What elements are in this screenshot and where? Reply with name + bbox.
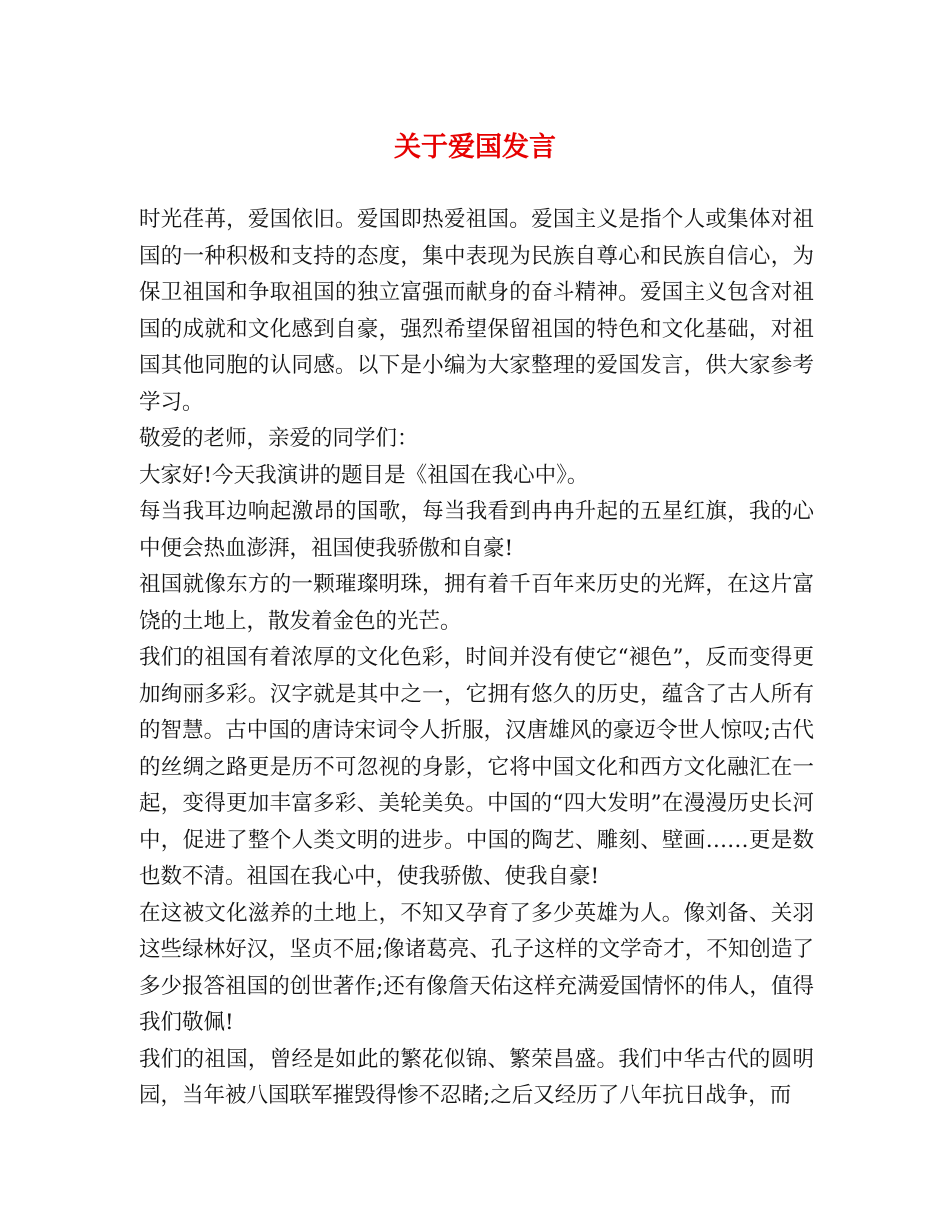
paragraph-salutation: 敬爱的老师，亲爱的同学们：: [139, 426, 419, 451]
paragraph-intro: 时光荏苒，爱国依旧。爱国即热爱祖国。爱国主义是指个人或集体对祖国的一种积极和支持的态度，集中表现为民族自尊心和民族自信心，为保卫祖国和争取祖国的独立富强而献身的奋斗精神。爱国主义包含对祖国的成就和文化感到自豪，强烈希望保留祖国的特色和文化基础，对祖国其他同胞的认同感。以下是小编为大家整理的爱国发言，供大家参考学习。: [139, 207, 814, 415]
paragraph-anthem: 每当我耳边响起激昂的国歌，每当我看到冉冉升起的五星红旗，我的心中便会热血澎湃，祖国使我骄傲和自豪!: [139, 499, 814, 561]
paragraph-culture: 我们的祖国有着浓厚的文化色彩，时间并没有使它“褪色”，反而变得更加绚丽多彩。汉字就是其中之一，它拥有悠久的历史，蕴含了古人所有的智慧。古中国的唐诗宋词令人折服，汉唐雄风的豪迈令世人惊叹;古代的丝绸之路更是历不可忽视的身影，它将中国文化和西方文化融汇在一起，变得更加丰富多彩、美轮美奂。中国的“四大发明”在漫漫历史长河中，促进了整个人类文明的进步。中国的陶艺、雕刻、壁画……更是数也数不清。祖国在我心中，使我骄傲、使我自豪!: [139, 645, 814, 889]
paragraph-pearl: 祖国就像东方的一颗璀璨明珠，拥有着千百年来历史的光辉，在这片富饶的土地上，散发着金色的光芒。: [139, 572, 814, 634]
paragraph-greeting: 大家好!今天我演讲的题目是《祖国在我心中》。: [139, 462, 589, 488]
paragraph-history: 我们的祖国，曾经是如此的繁花似锦、繁荣昌盛。我们中华古代的圆明园，当年被八国联军摧毁得惨不忍睹;之后又经历了八年抗日战争，而: [139, 1046, 814, 1108]
document-body: [139, 202, 814, 1115]
document-title: 关于爱国发言: [394, 132, 556, 163]
paragraph-heroes: 在这被文化滋养的土地上，不知又孕育了多少英雄为人。像刘备、关羽这些绿林好汉，坚贞不屈;像诸葛亮、孔子这样的文学奇才，不知创造了多少报答祖国的创世著作;还有像詹天佑这样充满爱国情怀的伟人，值得我们敬佩!: [139, 900, 814, 1035]
